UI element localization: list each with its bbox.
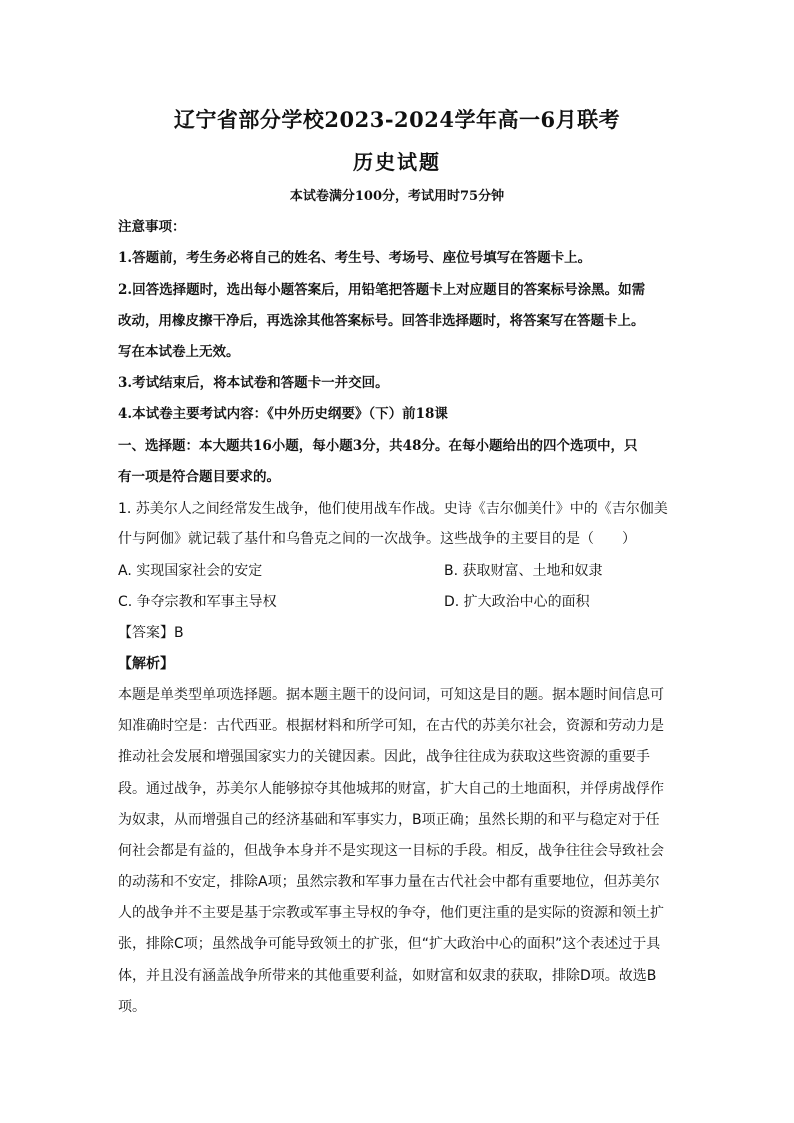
option-d: D. 扩大政治中心的面积 <box>444 594 590 610</box>
note-item-4: 4.本试卷主要考试内容：《中外历史纲要》（下）前18课 <box>118 406 448 422</box>
question-stem-line-1: 1. 苏美尔人之间经常发生战争，他们使用战车作战。史诗《吉尔伽美什》中的《吉尔伽美 <box>118 501 668 517</box>
analysis-line: 段。通过战争，苏美尔人能够掠夺其他城邦的财富，扩大自己的土地面积，并俘虏战俘作 <box>118 781 664 797</box>
analysis-line: 人的战争并不主要是基于宗教或军事主导权的争夺，他们更注重的是实际的资源和领土扩 <box>118 905 664 921</box>
analysis-line: 项。 <box>118 999 146 1015</box>
exam-info: 本试卷满分100分，考试用时75分钟 <box>289 189 505 204</box>
question-stem-line-2: 什与阿伽》就记载了基什和乌鲁克之间的一次战争。这些战争的主要目的是（ ） <box>118 531 636 547</box>
exam-title: 辽宁省部分学校2023-2024学年高一6月联考 <box>173 107 621 132</box>
option-b: B. 获取财富、土地和奴隶 <box>444 563 603 579</box>
analysis-line: 知准确时空是：古代西亚。根据材料和所学可知，在古代的苏美尔社会，资源和劳动力是 <box>118 718 664 734</box>
option-c: C. 争夺宗教和军事主导权 <box>118 594 277 610</box>
section-heading-line-2: 有一项是符合题目要求的。 <box>118 469 280 485</box>
note-item-3: 3.考试结束后，将本试卷和答题卡一并交回。 <box>118 375 389 391</box>
note-item-2-line-3: 写在本试卷上无效。 <box>118 344 240 360</box>
analysis-line: 体，并且没有涵盖战争所带来的其他重要利益，如财富和奴隶的获取，排除D项。故选B <box>118 968 657 984</box>
notes-heading: 注意事项： <box>118 219 186 235</box>
analysis-line: 张，排除C项；虽然战争可能导致领土的扩张，但“扩大政治中心的面积”这个表述过于具 <box>118 936 661 952</box>
section-heading-line-1: 一、选择题：本大题共16小题，每小题3分，共48分。在每小题给出的四个选项中，只 <box>118 438 638 454</box>
subject-title: 历史试题 <box>353 150 441 174</box>
answer-line: 【答案】B <box>118 625 184 641</box>
analysis-line: 本题是单类型单项选择题。据本题主题干的设问词，可知这是目的题。据本题时间信息可 <box>118 687 664 703</box>
note-item-2-line-1: 2.回答选择题时，选出每小题答案后，用铅笔把答题卡上对应题目的答案标号涂黑。如需 <box>118 282 646 298</box>
analysis-line: 何社会都是有益的，但战争本身并不是实现这一目标的手段。相反，战争往往会导致社会 <box>118 843 664 859</box>
analysis-heading: 【解析】 <box>118 656 174 672</box>
analysis-line: 为奴隶，从而增强自己的经济基础和军事实力，B项正确；虽然长期的和平与稳定对于任 <box>118 812 660 828</box>
option-a: A. 实现国家社会的安定 <box>118 563 263 579</box>
note-item-1: 1.答题前，考生务必将自己的姓名、考生号、考场号、座位号填写在答题卡上。 <box>118 250 592 266</box>
analysis-line: 的动荡和不安定，排除A项；虽然宗教和军事力量在古代社会中都有重要地位，但苏美尔 <box>118 874 660 890</box>
note-item-2-line-2: 改动，用橡皮擦干净后，再选涂其他答案标号。回答非选择题时，将答案写在答题卡上。 <box>118 313 645 329</box>
analysis-line: 推动社会发展和增强国家实力的关键因素。因此，战争往往成为获取这些资源的重要手 <box>118 749 650 765</box>
